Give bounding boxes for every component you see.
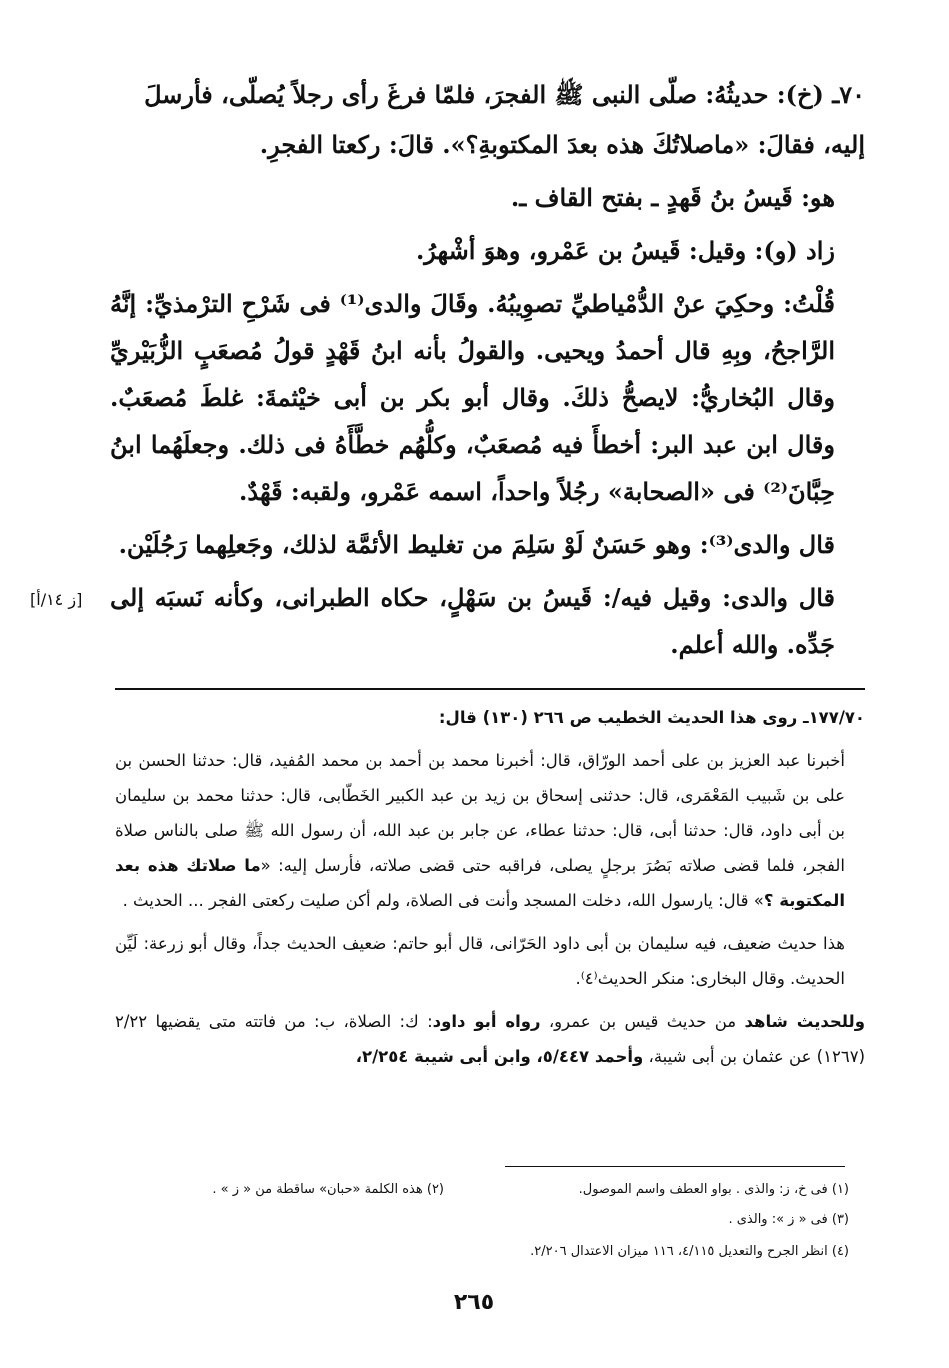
divider-line [115, 688, 865, 690]
main-text [110, 70, 865, 674]
witness-text-2: : ك: الصلاة، ب: من فاتته متى يقضيها ٢/٢٢ (١٢٦٧) عن عثمان بن أبى شيبة، [115, 1012, 865, 1066]
father-opinion-2: قال والدى: وقيل فيه/: قَيسُ بن سَهْلٍ، حكاه الطبرانى، وكأنه نَسبَه إلى جَدِّه. والله أعلم. [110, 583, 835, 659]
page-number: ٢٦٥ [453, 1290, 495, 1315]
hadith-line-2: إليه، فقالَ: «ماصلاتُكَ هذه بعدَ المكتوبةِ؟». قالَ: ركعتا الفجرِ. [259, 130, 865, 159]
footnote-2: (٢) هذه الكلمة «حبان» ساقطة من « ز » . [212, 1182, 444, 1197]
witness-text-1: من حديث قيس بن عمرو، [540, 1012, 745, 1031]
footnote-3: (٣) فى « ز »: والذى . [728, 1212, 849, 1227]
takhrij-notes [115, 700, 865, 1082]
grading-paragraph: هذا حديث ضعيف، فيه سليمان بن أبى داود الحَرّانى، قال أبو حاتم: ضعيف الحديث جداً، وقال أبو زرعة: لَيِّن الحديث. وقال البخارى: منكر الحديث⁽٤⁾. [115, 934, 845, 988]
isnad-paragraph [115, 743, 865, 918]
witness-source-2: وأحمد ٥/٤٤٧، وابن أبى شيبة ٢/٢٥٤، [355, 1047, 644, 1066]
witness-source-1: رواه أبو داود [432, 1012, 541, 1031]
manuscript-reference: [ز ١٤/أ] [30, 590, 83, 609]
father-opinion: قال والدى⁽³⁾: وهو حَسَنٌ لَوْ سَلِمَ من تغليط الأئمَّة لذلك، وجَعلِهما رَجُلَيْن. [118, 530, 835, 559]
narrator-variant: زاد (و): وقيل: قَيسُ بن عَمْرو، وهوَ أشْهرُ. [415, 236, 835, 265]
isnad-quote: ما صلاتك هذه بعد المكتوبة ؟ [115, 856, 845, 910]
narrator-name: هو: قَيسُ بنُ قَهدٍ ـ بفتح القاف ـ. [510, 183, 835, 212]
footnote-divider [505, 1166, 845, 1167]
footnote-4: (٤) انظر الجرح والتعديل ٤/١١٥، ١١٦ ميزان الاعتدال ٢/٢٠٦. [530, 1244, 849, 1259]
witness-paragraph [115, 1004, 865, 1074]
commentary-paragraph: قُلْتُ: وحكِيَ عنْ الدُّمْياطيِّ تصوِيبُهُ. وقَالَ والدى⁽¹⁾ فى شَرْحِ الترْمذيِّ: إنَّهُ الرَّاجحُ، وبِهِ قال أحمدُ ويحيى. والقولُ بأنه ابنُ قَهْدٍ قولُ مُصعَبٍ الزُّبَيْريِّ وقال البُخاريُّ: لايصحُّ ذلكَ. وقال أبو بكر بن أبى خيْثمةَ: غلطَ مُصعَبٌ. وقال ابن عبد البر: أخطأَ فيه مُصعَبٌ، وكلُّهُم خطَّأَهُ فى ذلك. وجعلَهُما ابنُ حِبَّانَ⁽²⁾ فى «الصحابة» رجُلاً واحداً، اسمه عَمْرو، ولقبه: قَهْدٌ. [110, 289, 835, 506]
isnad-end: » قال: يارسول الله، دخلت المسجد وأنت فى الصلاة، ولم أكن صليت ركعتى الفجر ... الحديث . [122, 891, 764, 910]
witness-label: وللحديث شاهد [744, 1012, 865, 1031]
hadith-line-1: ٧٠ـ (خ): حديثُهُ: صلّى النبى ﷺ الفجرَ، فلمّا فرغَ رأى رجلاً يُصلّى، فأرسلَ [144, 80, 865, 109]
isnad-text: أخبرنا عبد العزيز بن على أحمد الورّاق، قال: أخبرنا محمد بن أحمد بن محمد المُفيد، قال: حدثنا الحسن بن على بن شَبيب المَعْمَرى، قال: حدثنى إسحاق بن زيد بن عبد الكبير الخَطّابى، قال: حدثنا محمد بن سليمان بن أبى داود، قال: حدثنا أبى، قال: حدثنا عطاء، عن جابر بن عبد الله، أن رسول الله ﷺ صلى بالناس صلاة الفجر، فلما قضى صلاته بَصُرَ برجلٍ يصلى، فراقبه حتى قضى صلاته، فأرسل إليه: « [115, 751, 845, 875]
note-heading: ١٧٧/٧٠ـ روى هذا الحديث الخطيب ص ٢٦٦ (١٣٠) قال: [438, 708, 865, 727]
footnote-1: (١) فى خ، ز: والذى . بواو العطف واسم الموصول. [578, 1182, 849, 1197]
